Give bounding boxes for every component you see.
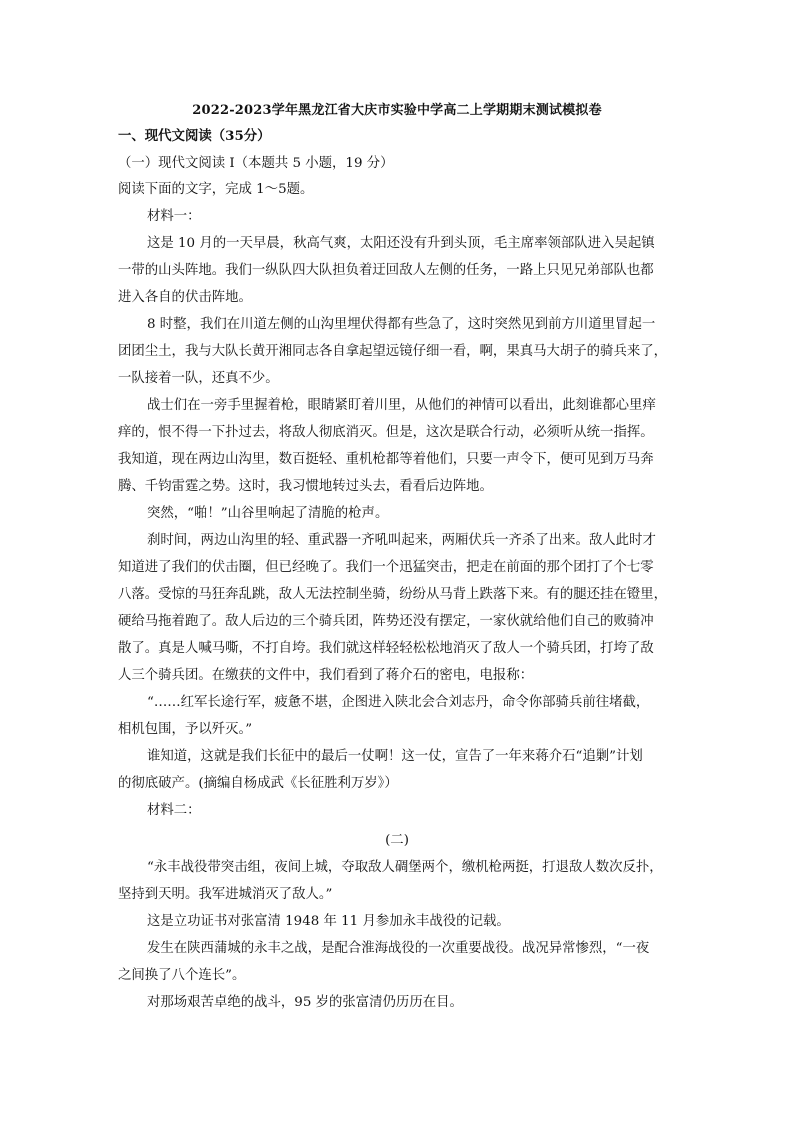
paragraph-line: 一队接着一队，还真不少。 xyxy=(118,371,279,386)
quote-line: 坚持到天明。我军进城消灭了敌人。” xyxy=(118,887,333,902)
paragraph-line: 谁知道，这就是我们长征中的最后一仗啊！这一仗，宣告了一年来蒋介石“追剿”计划 xyxy=(147,749,643,764)
paragraph-line: 我知道，现在两边山沟里，数百挺轻、重机枪都等着他们，只要一声令下，便可见到万马奔 xyxy=(118,452,654,467)
section-number: (二) xyxy=(385,833,409,848)
material-label: 材料二： xyxy=(147,803,201,818)
paragraph-line: 一带的山头阵地。我们一纵队四大队担负着迂回敌人左侧的任务，一路上只见兄弟部队也都 xyxy=(118,263,654,278)
paragraph-line: 散了。真是人喊马嘶，不打自垮。我们就这样轻轻松松地消灭了敌人一个骑兵团，打垮了敌 xyxy=(118,641,654,656)
paragraph-line: 进入各自的伏击阵地。 xyxy=(118,290,252,305)
paragraph-line: 八落。受惊的马狂奔乱跳，敌人无法控制坐骑，纷纷从马背上跌落下来。有的腿还挂在镫里， xyxy=(118,587,668,602)
paragraph-line: 对那场艰苦卓绝的战斗，95 岁的张富清仍历历在目。 xyxy=(147,995,463,1010)
quote-line: “永丰战役带突击组，夜间上城，夺取敌人碉堡两个，缴机枪两挺，打退敌人数次反扑， xyxy=(147,860,663,875)
paragraph-line: 战士们在一旁手里握着枪，眼睛紧盯着川里，从他们的神情可以看出，此刻谁都心里痒 xyxy=(147,398,656,413)
document-title: 2022-2023学年黑龙江省大庆市实验中学高二上学期期末测试模拟卷 xyxy=(192,103,602,118)
paragraph-line: 知道进了我们的伏击圈，但已经晚了。我们一个迅猛突击，把走在前面的那个团打了个七零 xyxy=(118,560,654,575)
paragraph-line: 腾、千钧雷霆之势。这时，我习惯地转过头去，看看后边阵地。 xyxy=(118,479,493,494)
paragraph-line: 这是 10 月的一天早晨，秋高气爽，太阳还没有升到头顶，毛主席率领部队进入吴起镇 xyxy=(147,236,655,251)
paragraph-line: 痒的，恨不得一下扑过去，将敌人彻底消灭。但是，这次是联合行动，必须听从统一指挥。 xyxy=(118,425,654,440)
paragraph-line: 这是立功证书对张富清 1948 年 11 月参加永丰战役的记载。 xyxy=(147,914,510,929)
paragraph-line: 8 时整，我们在川道左侧的山沟里埋伏得都有些急了，这时突然见到前方川道里冒起一 xyxy=(147,317,656,332)
paragraph-line: 硬给马拖着跑了。敌人后边的三个骑兵团，阵势还没有摆定，一家伙就给他们自己的败骑冲 xyxy=(118,614,654,629)
paragraph-line: 突然，“啪！”山谷里响起了清脆的枪声。 xyxy=(147,506,389,521)
instruction-text: 阅读下面的文字，完成 1～5题。 xyxy=(118,182,314,197)
material-label: 材料一： xyxy=(147,209,201,224)
quoted-telegram-line: “……红军长途行军，疲惫不堪，企图进入陕北会合刘志丹，命令你部骑兵前往堵截， xyxy=(147,695,650,710)
paragraph-line: 人三个骑兵团。在缴获的文件中，我们看到了蒋介石的密电，电报称： xyxy=(118,668,534,683)
paragraph-line: 的彻底破产。(摘编自杨成武《长征胜利万岁》） xyxy=(118,776,398,791)
section-heading: 一、现代文阅读（35分） xyxy=(118,128,271,144)
paragraph-line: 之间换了八个连长”。 xyxy=(118,968,246,983)
paragraph-line: 发生在陕西蒲城的永丰之战，是配合淮海战役的一次重要战役。战况异常惨烈，“一夜 xyxy=(147,941,650,956)
paragraph-line: 刹时间，两边山沟里的轻、重武器一齐吼叫起来，两厢伏兵一齐杀了出来。敌人此时才 xyxy=(147,533,656,548)
quoted-telegram-line: 相机包围，予以歼灭。” xyxy=(118,722,253,737)
subsection-heading: （一）现代文阅读 I（本题共 5 小题，19 分） xyxy=(118,156,394,171)
paragraph-line: 团团尘土，我与大队长黄开湘同志各自拿起望远镜仔细一看，啊，果真马大胡子的骑兵来了， xyxy=(118,344,668,359)
